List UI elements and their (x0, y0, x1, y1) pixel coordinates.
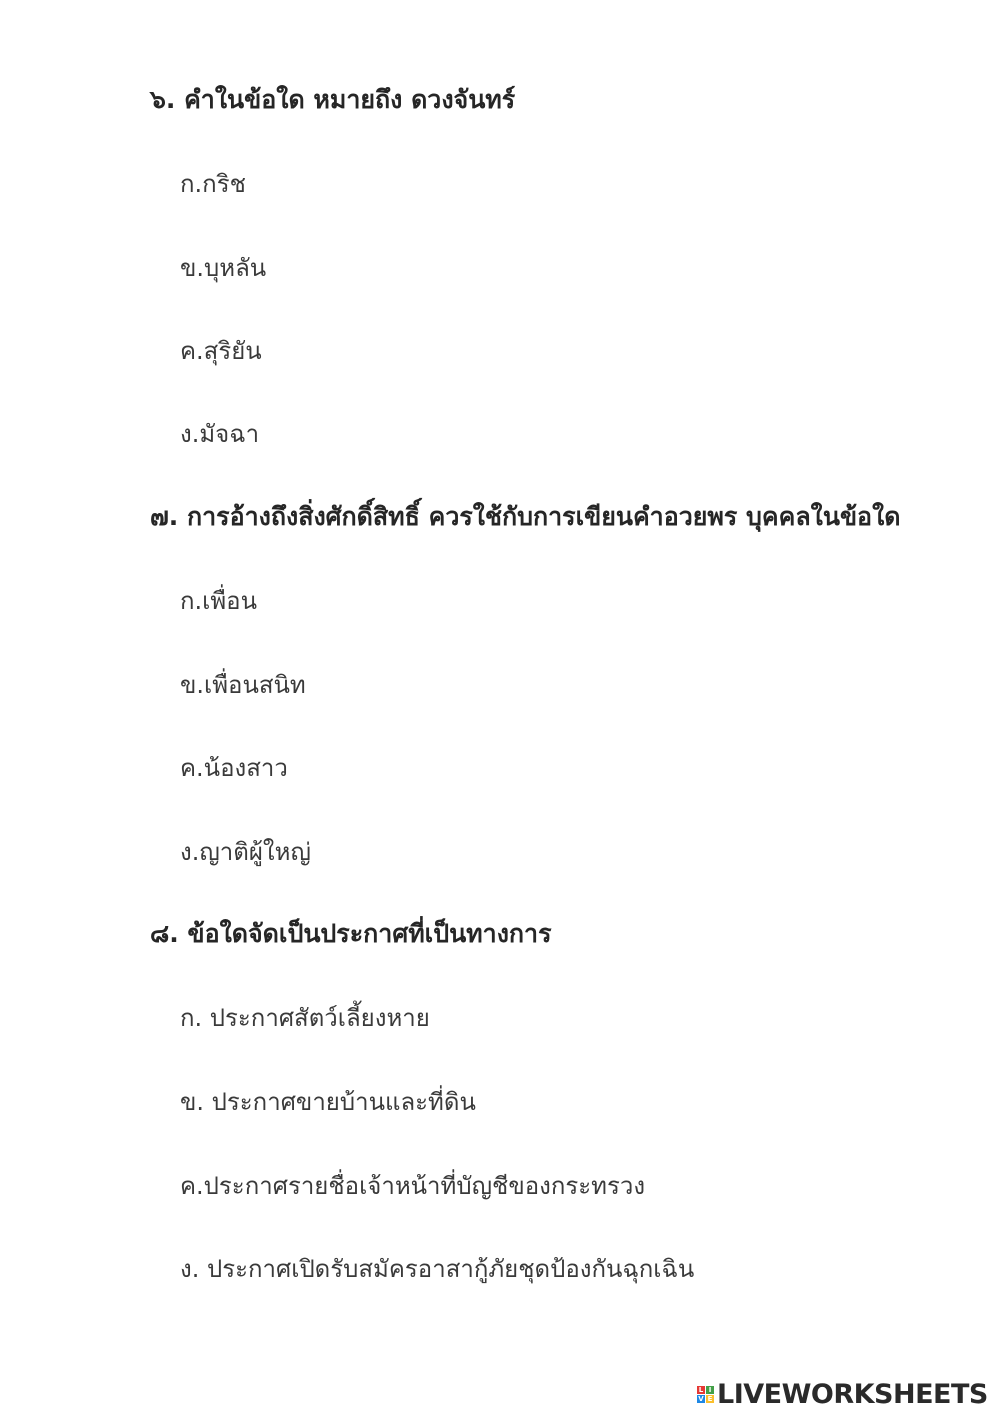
question-6-option-c[interactable]: ค.สุริยัน (180, 337, 262, 365)
logo-text: LIVEWORKSHEETS (717, 1378, 988, 1410)
logo-mark-letter-v: V (698, 1394, 704, 1403)
logo-mark-letter-i: I (706, 1386, 714, 1394)
question-6-option-d[interactable]: ง.มัจฉา (180, 420, 260, 448)
question-6-title: ๖. คำในข้อใด หมายถึง ดวงจันทร์ (150, 85, 516, 114)
question-7-option-b[interactable]: ข.เพื่อนสนิท (180, 671, 306, 699)
question-7-option-a[interactable]: ก.เพื่อน (180, 587, 258, 615)
question-8-option-c[interactable]: ค.ประกาศรายชื่อเจ้าหน้าที่บัญชีของกระทรวง (180, 1172, 646, 1200)
question-7-option-d[interactable]: ง.ญาติผู้ใหญ่ (180, 838, 311, 866)
logo-mark-icon (697, 1386, 714, 1403)
question-7-title: ๗. การอ้างถึงสิ่งศักดิ์สิทธิ์ ควรใช้กับการเขียนคำอวยพร บุคคลในข้อใด (150, 502, 901, 531)
question-8-title: ๘. ข้อใดจัดเป็นประกาศที่เป็นทางการ (150, 919, 552, 948)
logo-mark-letter-e: E (707, 1394, 713, 1403)
question-8-option-b[interactable]: ข. ประกาศขายบ้านและที่ดิน (180, 1088, 476, 1116)
question-7-option-c[interactable]: ค.น้องสาว (180, 754, 288, 782)
liveworksheets-logo (697, 1378, 988, 1410)
question-8-option-a[interactable]: ก. ประกาศสัตว์เลี้ยงหาย (180, 1004, 430, 1032)
question-8-option-d[interactable]: ง. ประกาศเปิดรับสมัครอาสากู้ภัยชุดป้องกันฉุกเฉิน (180, 1255, 695, 1283)
logo-mark-letter-l: L (698, 1385, 704, 1394)
question-6-option-b[interactable]: ข.บุหลัน (180, 254, 267, 282)
question-6-option-a[interactable]: ก.กริช (180, 170, 246, 198)
